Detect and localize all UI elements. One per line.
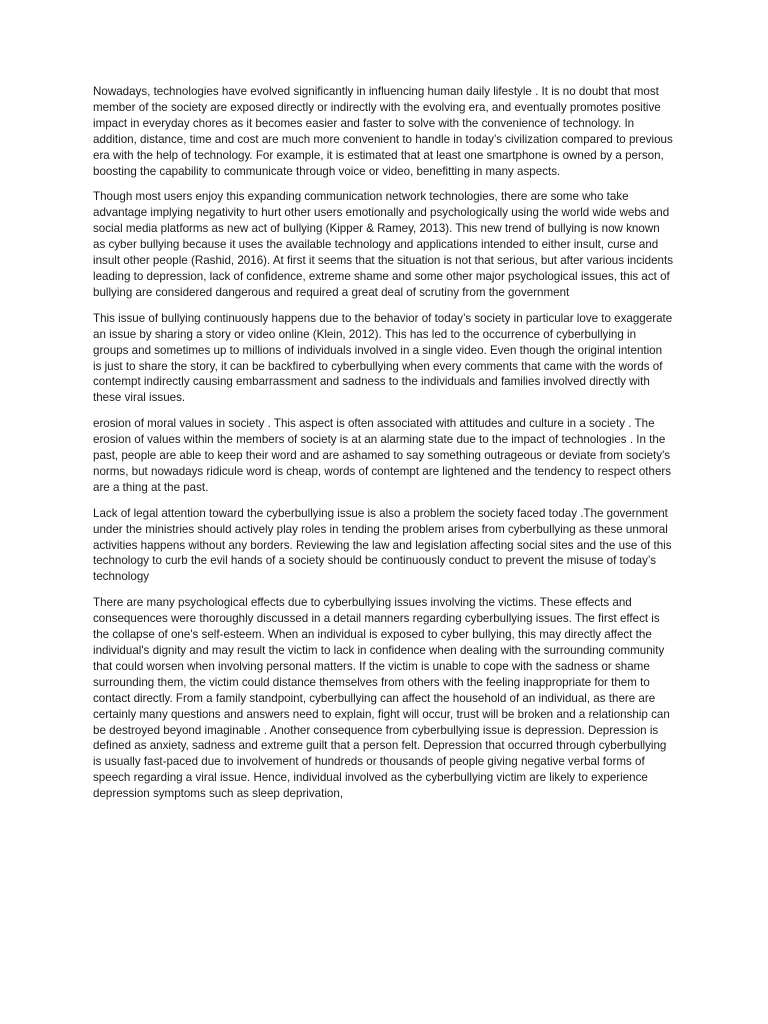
paragraph-technology-lifestyle: Nowadays, technologies have evolved significantly in influencing human daily lifestyle . It is no doubt that most member of the society are exposed directly or indirectly with the evolving era, and eventually promotes positive impact in everyday chores as it becomes easier and faster to solve with the convenience of technology. In addition, distance, time and cost are much more convenient to handle in today’s civilization compared to previous era with the help of technology. For example, it is estimated that at least one smartphone is owned by a person, boosting the capability to communicate through voice or video, benefitting in many aspects.	[93, 85, 673, 178]
paragraph-moral-erosion: erosion of moral values in society . This aspect is often associated with attitudes and culture in a society . The erosion of values within the members of society is at an alarming state due to the impact of technologies . In the past, people are able to keep their word and are ashamed to say something outrageous or deviate from society's norms, but nowadays ridicule word is cheap, words of contempt are lightened and the tendency to respect others are a thing at the past.	[93, 417, 672, 494]
paragraph-cyberbullying-definition: Though most users enjoy this expanding communication network technologies, there are some who take advantage implying negativity to hurt other users emotionally and psychologically using the world wide webs and social media platforms as new act of bullying (Kipper & Ramey, 2013). This new trend of bullying is now known as cyber bullying because it uses the available technology and applications intended to either insult, curse and insult other people (Rashid, 2016). At first it seems that the situation is not that serious, but after various incidents leading to depression, lack of confidence, extreme shame and some other major psychological issues, this act of bullying are considered dangerous and required a great deal of scrutiny from the government	[93, 190, 673, 299]
paragraph-psychological-effects: There are many psychological effects due to cyberbullying issues involving the victims. These effects and consequences were thoroughly discussed in a detail manners regarding cyberbullying issues. The first effect is the collapse of one's self-esteem. When an individual is exposed to cyber bullying, this may directly affect the individual's dignity and may result the victim to lack in confidence when dealing with the surrounding community that could worsen when involving personal matters. If the victim is unable to cope with the sadness or shame surrounding them, the victim could distance themselves from others with the feeling inappropriate for them to contact directly. From a family standpoint, cyberbullying can affect the household of an individual, as there are certainly many questions and answers need to explain, fight will occur, trust will be broken and a relationship can be destroyed beyond imaginable . Another consequence from cyberbullying issue is depression. Depression is defined as anxiety, sadness and extreme guilt that a person felt. Depression that occurred through cyberbullying is usually fast-paced due to involvement of hundreds or thousands of people giving negative verbal forms of speech regarding a viral issue. Hence, individual involved as the cyberbullying victim are likely to experience depression symptoms such as sleep deprivation,	[93, 596, 670, 801]
document-page	[93, 84, 673, 812]
paragraph-sharing-behavior: This issue of bullying continuously happens due to the behavior of today’s society in particular love to exaggerate an issue by sharing a story or video online (Klein, 2012). This has led to the occurrence of cyberbullying in groups and sometimes up to millions of individuals involved in a single video. Even though the original intention is just to share the story, it can be backfired to cyberbullying when every comments that came with the words of contempt indirectly causing embarrassment and sadness to the individuals and families involved directly with these viral issues.	[93, 311, 673, 405]
paragraph-legal-attention: Lack of legal attention toward the cyberbullying issue is also a problem the society faced today .The government under the ministries should actively play roles in tending the problem arises from cyberbullying as these unmoral activities happens without any borders. Reviewing the law and legislation affecting social sites and the use of this technology to curb the evil hands of a society should be continuously conduct to prevent the misuse of today’s technology	[93, 506, 672, 584]
